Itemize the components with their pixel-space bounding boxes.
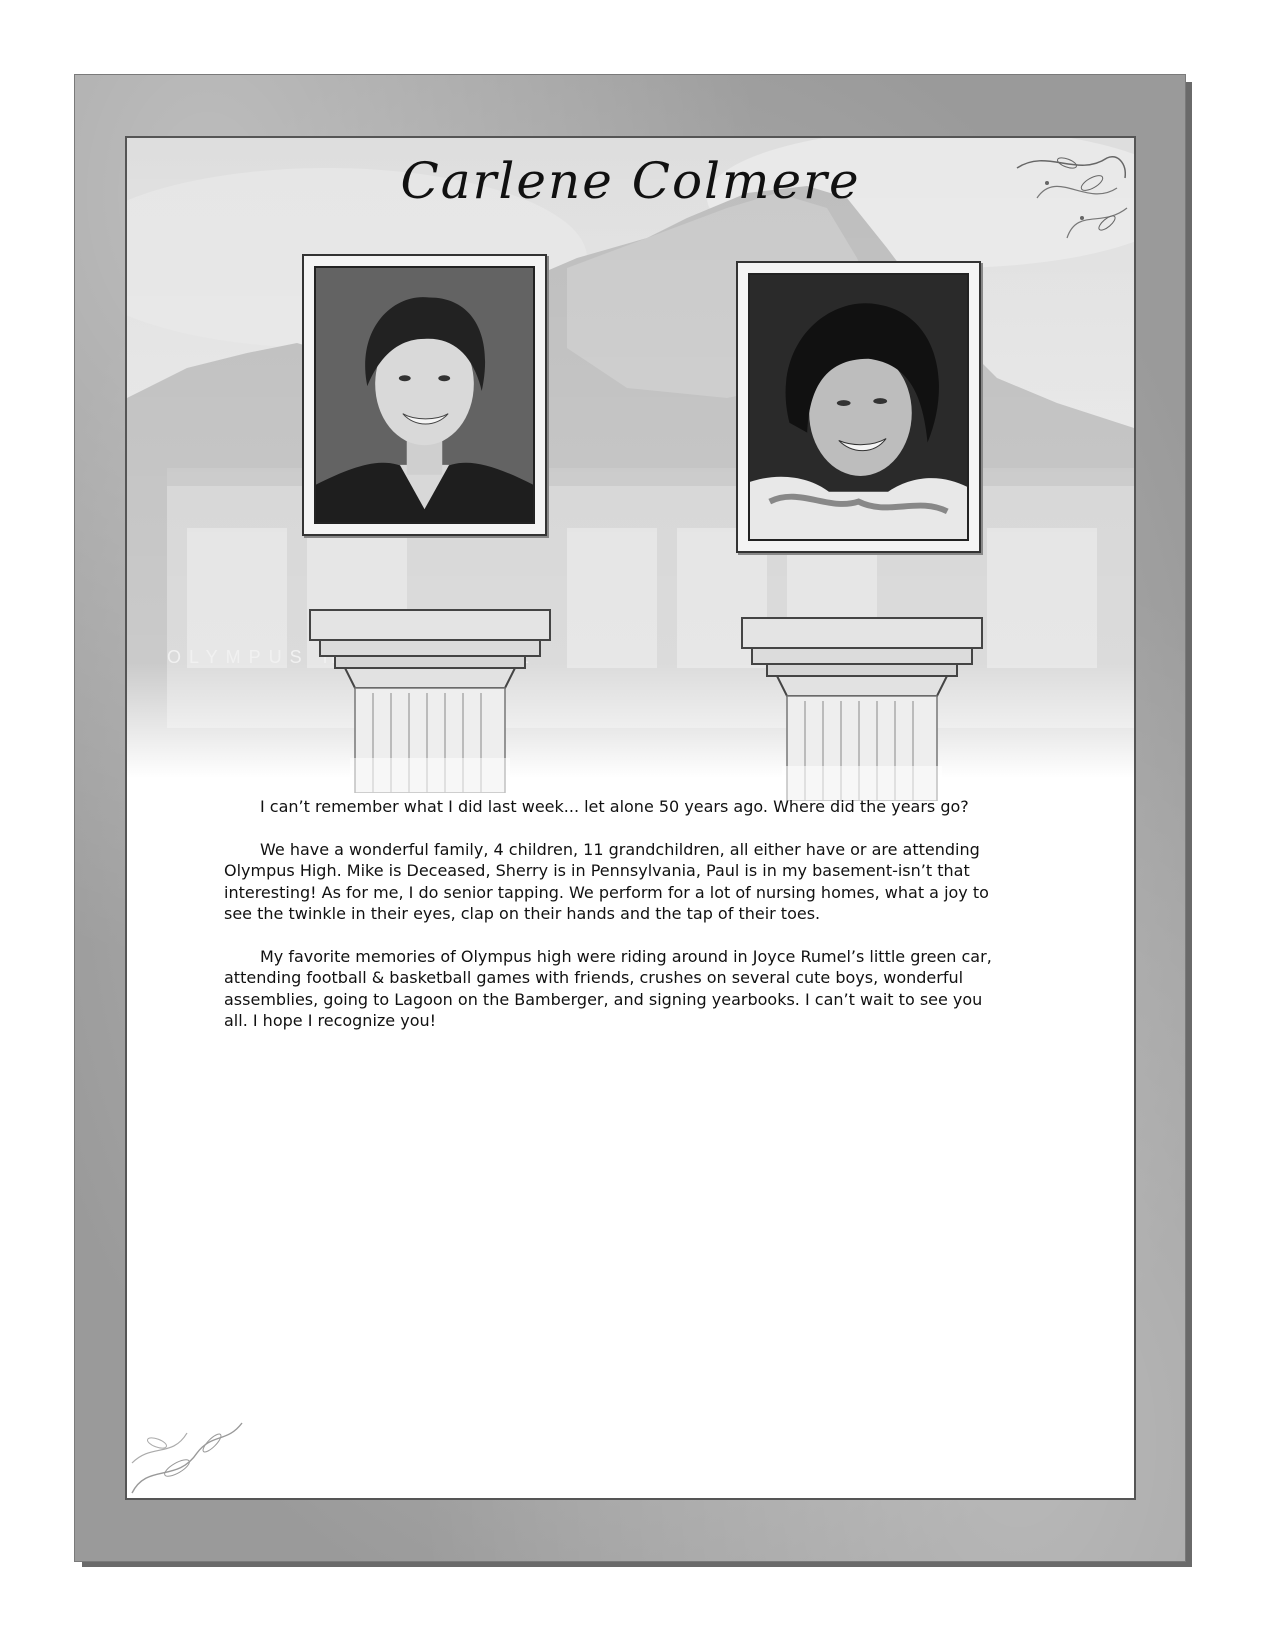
paragraph-1: I can’t remember what I did last week... let alone 50 years ago. Where did the years go? (260, 797, 969, 816)
paragraph-2: We have a wonderful family, 4 children, 11 grandchildren, all either have or are attending Olympus High. Mike is Deceased, Sherry is in Pennsylvania, Paul is in my basement-isn’t that interesting! As for me, I do senior tapping. We perform for a lot of nursing homes, what a joy to see the twinkle in their eyes, clap on their hands and the tap of their toes. (224, 839, 989, 923)
body-text (224, 796, 1004, 1053)
page-frame (74, 74, 1186, 1562)
content-panel (125, 136, 1136, 1500)
left-pillar (305, 608, 555, 793)
now-photo (748, 273, 969, 541)
then-photo-frame (302, 254, 547, 536)
paragraph-3: My favorite memories of Olympus high were riding around in Joyce Rumel’s little green car, attending football & basketball games with friends, crushes on several cute boys, wonderful assemblies, going to Lagoon on the Bamberger, and signing yearbooks. I can’t wait to see you all. I hope I recognize you! (224, 946, 992, 1030)
right-pillar (737, 616, 987, 801)
bottom-left-flourish-icon (127, 1383, 247, 1498)
page-title: Carlene Colmere (400, 152, 861, 210)
then-photo (314, 266, 535, 524)
now-photo-frame (736, 261, 981, 553)
